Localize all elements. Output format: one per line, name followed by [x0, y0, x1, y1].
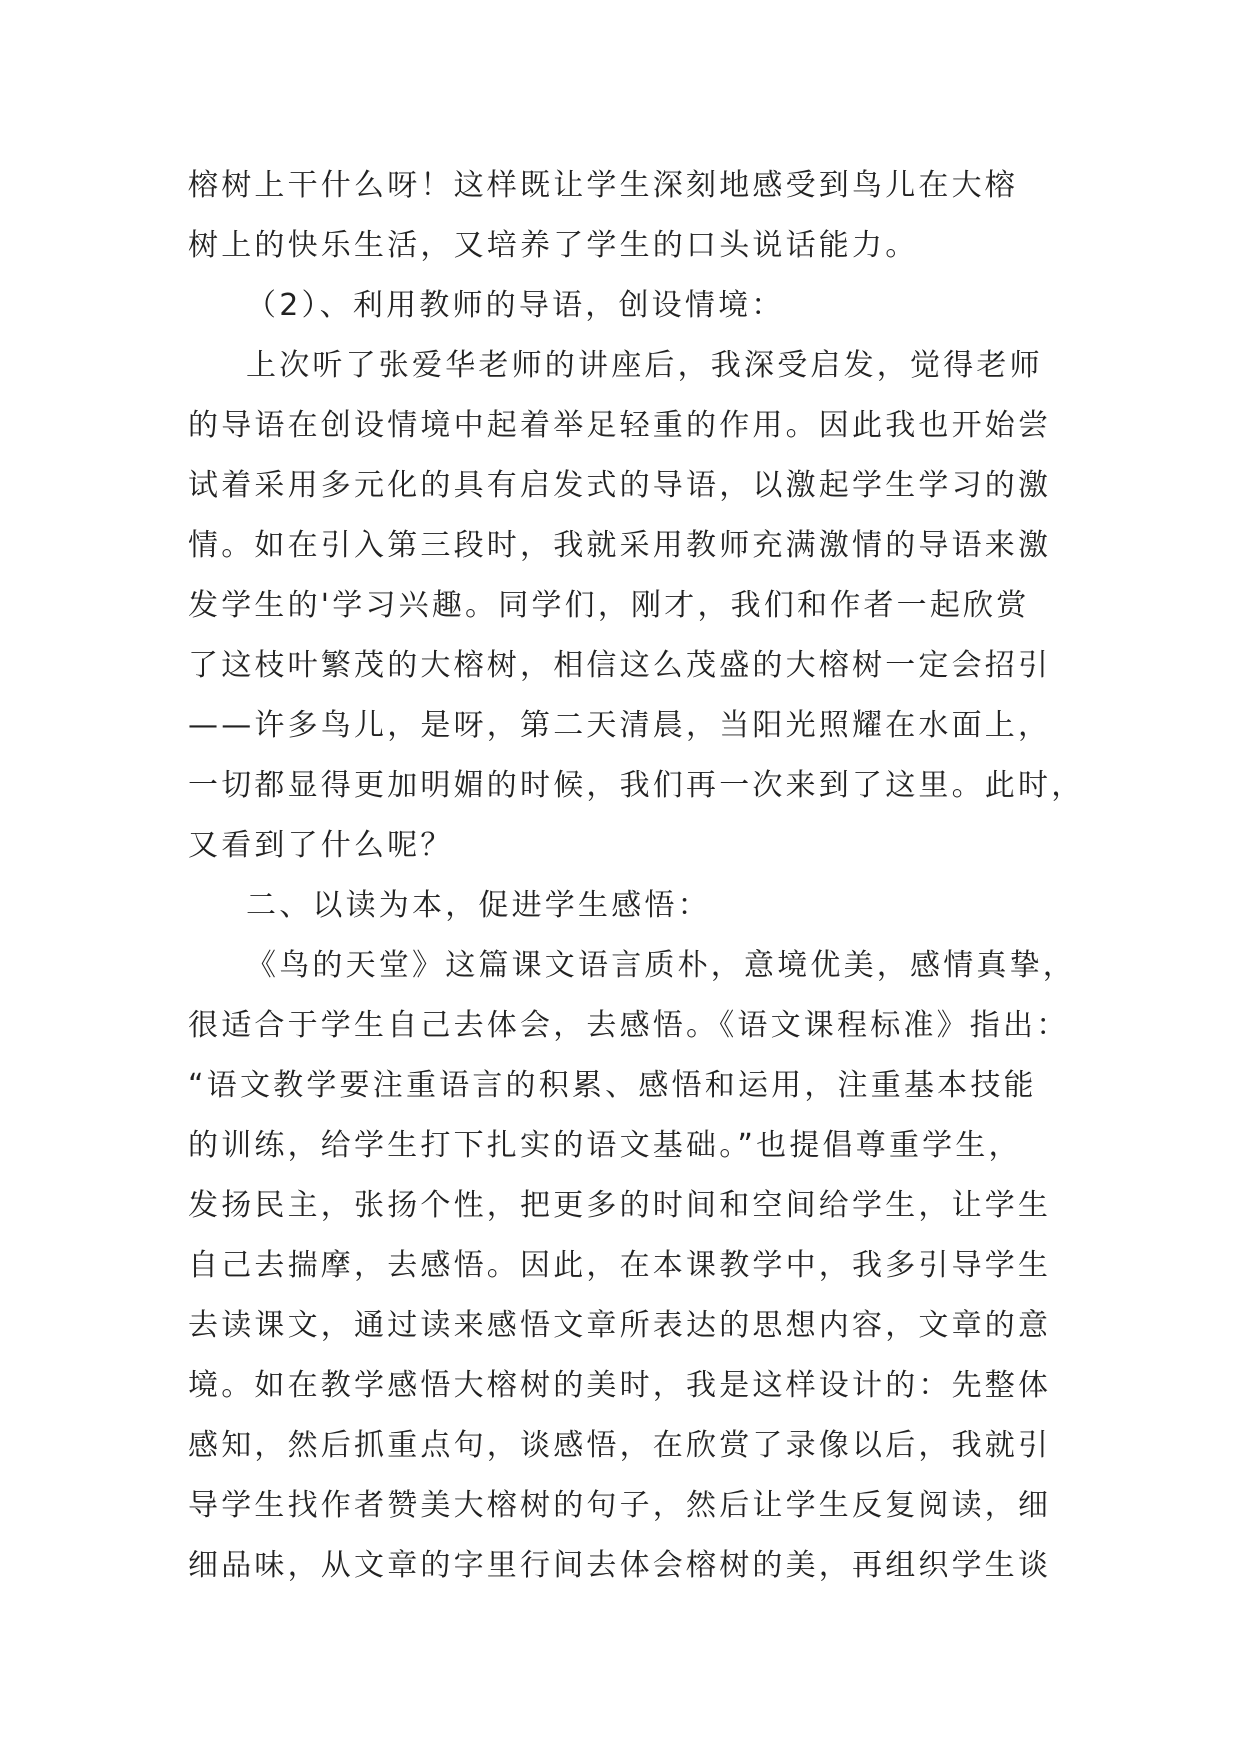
text-line: 又看到了什么呢？	[188, 828, 454, 863]
text-line: 细品味，从文章的字里行间去体会榕树的美，再组织学生谈	[188, 1548, 1052, 1583]
text-line: “语文教学要注重语言的积累、感悟和运用，注重基本技能	[188, 1068, 1037, 1103]
text-line: 的导语在创设情境中起着举足轻重的作用。因此我也开始尝	[188, 408, 1052, 443]
body-text	[188, 156, 1085, 1596]
text-line: 上次听了张爱华老师的讲座后，我深受启发，觉得老师	[246, 348, 1043, 383]
text-line: 境。如在教学感悟大榕树的美时，我是这样设计的：先整体	[188, 1368, 1052, 1403]
text-line: 的训练，给学生打下扎实的语文基础。”也提倡尊重学生，	[188, 1128, 1022, 1163]
text-line: 榕树上干什么呀！这样既让学生深刻地感受到鸟儿在大榕	[188, 168, 1018, 203]
text-line: 导学生找作者赞美大榕树的句子，然后让学生反复阅读，细	[188, 1488, 1052, 1523]
text-line: 自己去揣摩，去感悟。因此，在本课教学中，我多引导学生	[188, 1248, 1052, 1283]
section-heading: 二、以读为本，促进学生感悟：	[246, 888, 711, 923]
section-heading: （2）、利用教师的导语，创设情境：	[246, 288, 785, 323]
text-line: 去读课文，通过读来感悟文章所表达的思想内容，文章的意	[188, 1308, 1052, 1343]
text-line: 发扬民主，张扬个性，把更多的时间和空间给学生，让学生	[188, 1188, 1052, 1223]
text-line: 感知，然后抓重点句，谈感悟，在欣赏了录像以后，我就引	[188, 1428, 1052, 1463]
text-line: 很适合于学生自己去体会，去感悟。《语文课程标准》指出：	[188, 1008, 1070, 1043]
text-line: 《鸟的天堂》这篇课文语言质朴，意境优美，感情真挚，	[246, 948, 1076, 983]
text-line: ——许多鸟儿，是呀，第二天清晨，当阳光照耀在水面上，	[188, 708, 1052, 743]
text-line: 一切都显得更加明媚的时候，我们再一次来到了这里。此时，	[188, 768, 1085, 803]
text-line: 发学生的'学习兴趣。同学们，刚才，我们和作者一起欣赏	[188, 588, 1030, 623]
text-line: 试着采用多元化的具有启发式的导语，以激起学生学习的激	[188, 468, 1052, 503]
text-line: 树上的快乐生活，又培养了学生的口头说话能力。	[188, 228, 919, 263]
text-line: 情。如在引入第三段时，我就采用教师充满激情的导语来激	[188, 528, 1052, 563]
text-line: 了这枝叶繁茂的大榕树，相信这么茂盛的大榕树一定会招引	[188, 648, 1052, 683]
